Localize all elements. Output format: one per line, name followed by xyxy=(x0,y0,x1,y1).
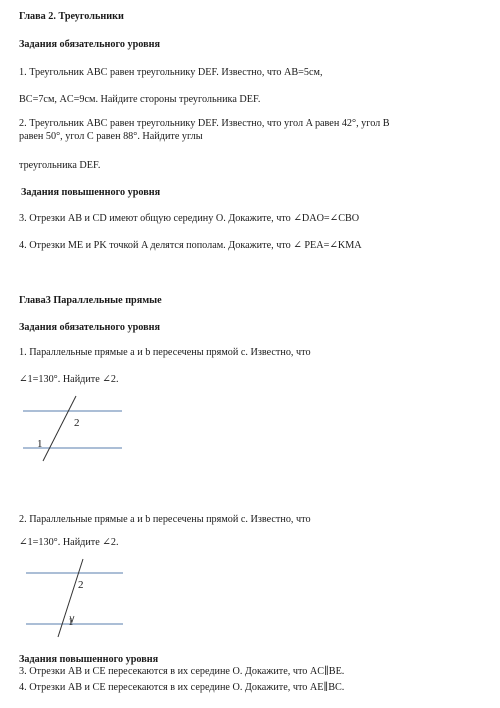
ch2-problem-4: 4. Отрезки ME и PK точкой A делятся пополам. Докажите, что ∠ PEA=∠KMA xyxy=(19,240,362,251)
ch2-problem-2-line-1: 2. Треугольник ABC равен треугольнику DEF. Известно, что угол A равен 42°, угол B xyxy=(19,118,390,129)
ch2-problem-2-line-2: равен 50°, угол C равен 88°. Найдите углы xyxy=(19,131,203,142)
ch2-problem-1-line-2: BC=7см, AC=9см. Найдите стороны треугольника DEF. xyxy=(19,94,261,105)
figure-2-angle-1-label: 1 xyxy=(68,616,74,628)
ch2-problem-3: 3. Отрезки AB и CD имеют общую середину O. Докажите, что ∠DAO=∠CBO xyxy=(19,213,360,224)
figure-1-angle-1-label: 1 xyxy=(37,438,43,450)
ch3-problem-4: 4. Отрезки AB и CE пересекаются в их середине O. Докажите, что AE∥BC. xyxy=(19,682,345,693)
figure-1-angle-2-label: 2 xyxy=(74,417,80,429)
ch3-problem-1-line-1: 1. Параллельные прямые a и b пересечены прямой c. Известно, что xyxy=(19,347,311,358)
ch3-problem-3: 3. Отрезки AB и CE пересекаются в их середине O. Докажите, что AC∥BE. xyxy=(19,666,345,677)
ch2-advanced-heading: Задания повышенного уровня xyxy=(21,187,161,198)
chapter-2-title: Глава 2. Треугольники xyxy=(19,11,124,22)
figure-2-angle-2-label: 2 xyxy=(78,579,84,591)
chapter-3-title: Глава3 Параллельные прямые xyxy=(19,295,162,306)
ch3-problem-2-line-2: ∠1=130°. Найдите ∠2. xyxy=(19,537,119,548)
ch2-problem-1-line-1: 1. Треугольник ABC равен треугольнику DEF. Известно, что AB=5см, xyxy=(19,67,323,78)
ch3-problem-1-line-2: ∠1=130°. Найдите ∠2. xyxy=(19,374,119,385)
ch2-required-heading: Задания обязательного уровня xyxy=(19,39,160,50)
figure-1-transversal-c xyxy=(43,396,76,461)
figure-2-parallel-lines xyxy=(26,559,123,637)
ch3-advanced-heading: Задания повышенного уровня xyxy=(19,654,159,665)
ch3-required-heading: Задания обязательного уровня xyxy=(19,322,160,333)
ch3-problem-2-line-1: 2. Параллельные прямые a и b пересечены прямой c. Известно, что xyxy=(19,514,311,525)
ch2-problem-2-line-3: треугольника DEF. xyxy=(19,160,101,171)
figure-1-parallel-lines xyxy=(23,396,122,461)
